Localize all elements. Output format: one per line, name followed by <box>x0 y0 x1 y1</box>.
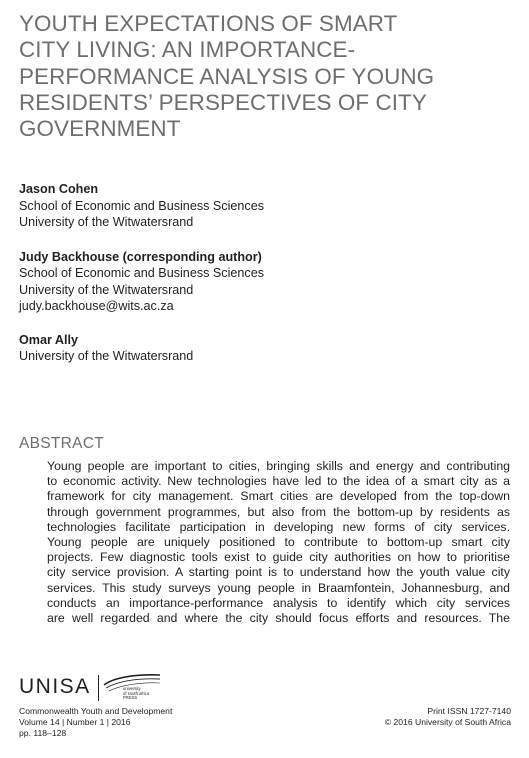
author-affiliation: School of Economic and Business Sciences <box>19 266 265 280</box>
author-name: Jason Cohen <box>19 182 99 196</box>
abstract-heading: ABSTRACT <box>19 435 105 452</box>
logo-divider <box>98 675 99 701</box>
abstract-line: Young people are uniquely positioned to contribute to bottom-up smart city <box>47 535 510 550</box>
title-line: PERFORMANCE ANALYSIS OF YOUNG <box>19 63 435 89</box>
abstract-line: to economic activity. New technologies have led to the idea of a smart city as a <box>47 474 510 489</box>
title-line: GOVERNMENT <box>19 116 181 142</box>
author-block <box>19 181 499 231</box>
abstract-line: services. This study surveys young people in Braamfontein, Johannesburg, and <box>47 580 510 595</box>
author-block <box>19 249 499 315</box>
journal-name: Commonwealth Youth and Development <box>19 706 173 716</box>
logo-caption-line: university <box>123 686 141 691</box>
abstract-line: city service provision. A starting point is to understand how the youth value city <box>47 565 510 580</box>
logo-caption-line: PRESS <box>123 695 138 701</box>
abstract-text <box>47 459 510 626</box>
author-affiliation: University of the Witwatersrand <box>19 282 194 297</box>
title-line: YOUTH EXPECTATIONS OF SMART <box>19 11 398 36</box>
author-list <box>19 181 499 365</box>
logo-caption-line: of south africa <box>123 690 150 696</box>
abstract-line: framework for city management. Smart cities are developed from the top-down <box>47 489 510 504</box>
author-name: Judy Backhouse (corresponding author) <box>19 249 262 264</box>
author-affiliation: University of the Witwatersrand <box>19 349 194 363</box>
abstract-line: through government programmes, but also from the bottom-up by residents as <box>47 504 510 519</box>
abstract-line: Young people are important to cities, bringing skills and energy and contributing <box>47 459 510 473</box>
journal-info <box>19 706 172 739</box>
title-line: RESIDENTS’ PERSPECTIVES OF CITY <box>19 89 427 115</box>
journal-pages: pp. 118–128 <box>19 728 67 738</box>
author-affiliation: University of the Witwatersrand <box>19 215 194 229</box>
journal-volume: Volume 14 | Number 1 | 2016 <box>19 717 131 727</box>
paper-title <box>19 11 499 142</box>
abstract-line: are well regarded and where the city should focus efforts and resources. The <box>47 611 510 626</box>
author-email: judy.backhouse@wits.ac.za <box>19 299 174 313</box>
abstract-line: conducts an importance-performance analysis to identify which city services <box>47 595 510 610</box>
unisa-press-logo <box>19 672 179 702</box>
author-name: Omar Ally <box>19 332 79 347</box>
author-block <box>19 332 499 365</box>
author-affiliation: School of Economic and Business Sciences <box>19 198 265 213</box>
copyright-info <box>385 706 511 728</box>
logo-caption <box>123 687 149 701</box>
issn: Print ISSN 1727-7140 <box>427 706 511 716</box>
abstract-line: technologies facilitate participation in developing new forms of city services. <box>47 519 510 534</box>
abstract-line: projects. Few diagnostic tools exist to guide city authorities on how to prioritise <box>47 550 510 565</box>
copyright: © 2016 University of South Africa <box>384 717 511 727</box>
title-line: CITY LIVING: AN IMPORTANCE- <box>19 37 356 63</box>
logo-wordmark: UNISA <box>19 675 91 698</box>
